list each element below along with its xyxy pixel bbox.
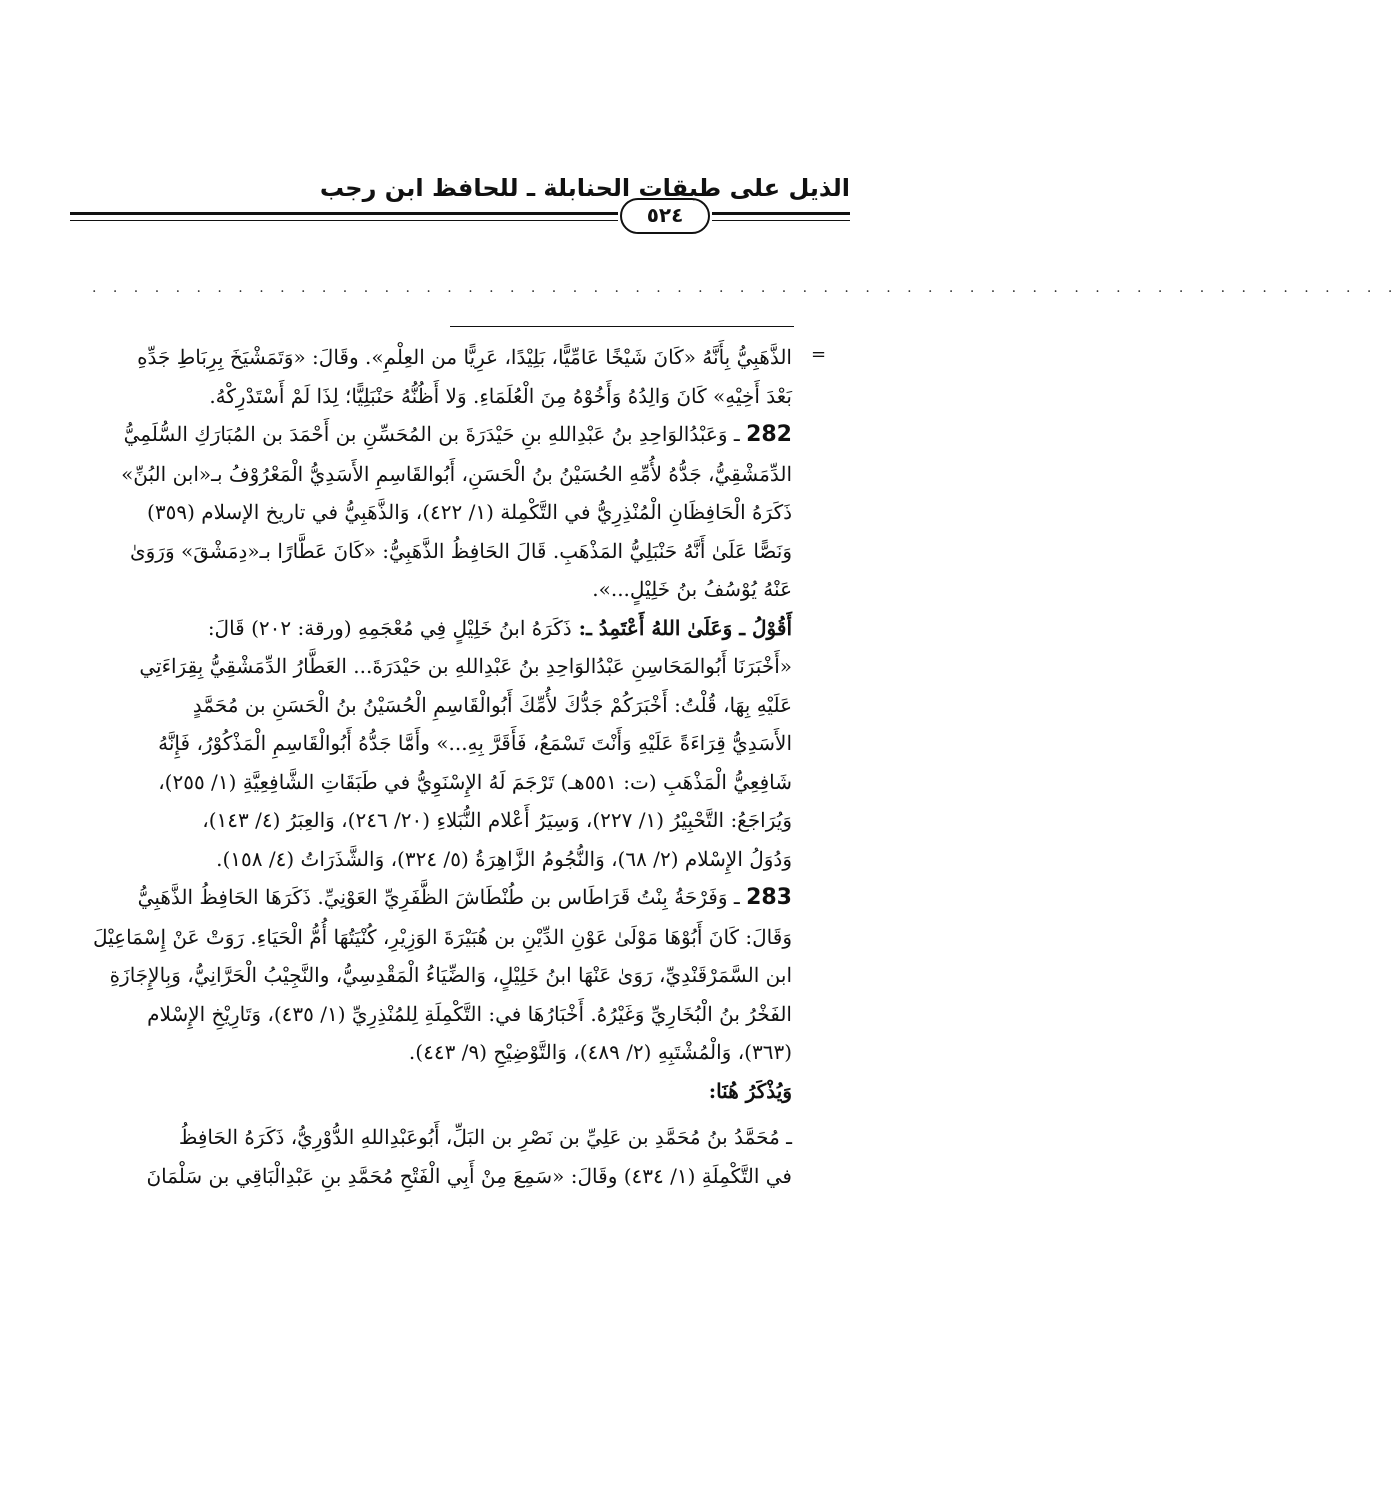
- text-line: (٣٦٣)، وَالْمُشْتَبِهِ (٢/ ٤٨٩)، وَالتَّوْضِيْحِ (٩/ ٤٤٣).: [408, 1040, 792, 1064]
- section-heading: وَيُذْكَرُ هُنَا:: [708, 1078, 792, 1103]
- text-line: وَدُوَلُ الإِسْلام (٢/ ٦٨)، وَالنُّجُومُ الزَّاهِرَةُ (٥/ ٣٢٤)، وَالشَّذَرَاتُ (٤/ ١٥٨).: [216, 846, 792, 871]
- continuation-marker: =: [811, 344, 827, 365]
- page-header: [70, 174, 850, 234]
- text-line: الفَخْرُ بنُ الْبُخَارِيِّ وَغَيْرُهُ. أَخْبَارُهَا في: التَّكْمِلَةِ لِلمُنْذِرِيِّ (١/ ٤٣٥)، وَتَارِيْخِ الإِسْلام: [147, 1001, 792, 1026]
- entry-number: 283: [746, 885, 792, 910]
- text-line: وَقَالَ: كَانَ أَبُوْهَا مَوْلَىٰ عَوْنِ الدِّيْنِ بن هُبَيْرَةَ الوَزِيْرِ، كُنْيَتُهَا أُمُّ الْحَيَاءِ. رَوَتْ عَنْ إِسْمَاعِيْلَ: [92, 924, 792, 949]
- text-line: في التَّكْمِلَةِ (١/ ٤٣٤) وقَالَ: «سَمِعَ مِنْ أَبِي الْفَتْحِ مُحَمَّدِ بنِ عَبْدِالْبَاقِي بن سَلْمَانَ: [146, 1163, 792, 1188]
- entry-number: 282: [746, 422, 792, 447]
- text-line: عَنْهُ يُوْسُفُ بنُ خَلِيْلٍ...».: [592, 577, 792, 601]
- text-line: 282 ـ وَعَبْدُالوَاحِدِ بنُ عَبْدِاللهِ بنِ حَيْدَرَةَ بن المُحَسِّنِ بن أَحْمَدَ بن المُبَارَكِ السُّلَمِيُّ: [123, 422, 792, 447]
- text-line: بَعْدَ أَخِيْهِ» كَانَ وَالِدُهُ وَأَخُوْهُ مِنَ الْعُلَمَاءِ. وَلا أَظُنُّهُ حَنْبَلِيًّا؛ لِذَا لَمْ أَسْتَدْرِكْهُ.: [209, 383, 792, 408]
- text-line: «أَخْبَرَنَا أَبُوالمَحَاسِنِ عَبْدُالوَاحِدِ بنُ عَبْدِاللهِ بن حَيْدَرَةَ... العَطَّارُ الدِّمَشْقِيُّ بِقِرَاءَتِي: [139, 654, 792, 678]
- text-line: 283 ـ وَفَرْحَةُ بِنْتُ قَرَاطَاس بن طُنْطَاشَ الظَّفَرِيِّ العَوْنِيِّ. ذَكَرَهَا الحَافِظُ الذَّهَبِيُّ: [137, 885, 792, 910]
- text-line: الدِّمَشْقِيُّ، جَدُّهُ لأُمِّهِ الحُسَيْنُ بنُ الْحَسَنِ، أَبُوالقَاسِمِ الأَسَدِيُّ الْمَعْرُوْفُ بـ«ابن البُنِّ»: [121, 461, 792, 486]
- dotted-separator: . . . . . . . . . . . . . . . . . . . . . . . . . . . . . . . . . . . . . . . . . . . . . . . . . . . . . . . . . . . . . . .: [92, 280, 1398, 296]
- text-line: ـ مُحَمَّدُ بنُ مُحَمَّدِ بن عَلِيِّ بن نَصْرِ بن البَلِّ، أَبُوعَبْدِاللهِ الدُّوْرِيُّ، ذَكَرَهُ الحَافِظُ: [178, 1125, 792, 1149]
- page-number: ٥٢٤: [620, 198, 710, 234]
- text-line: ذَكَرَهُ الْحَافِظَانِ الْمُنْذِرِيُّ في التَّكْمِلة (١/ ٤٢٢)، وَالذَّهَبِيُّ في تاريخ الإسلام (٣٥٩): [147, 500, 792, 524]
- text-line: وَنَصًّا عَلَىٰ أَنَّهُ حَنْبَلِيُّ المَذْهَبِ. قَالَ الحَافِظُ الذَّهَبِيُّ: «كَانَ عَطَّارًا بـ«دِمَشْقَ» وَرَوَىٰ: [129, 538, 792, 563]
- footnote-rule: [450, 326, 794, 327]
- header-rule: [70, 212, 618, 215]
- text-line: وَيُرَاجَعُ: التَّحْبِيْرُ (١/ ٢٢٧)، وَسِيَرُ أَعْلام النُّبَلاءِ (٢٠/ ٢٤٦)، وَالعِبَرُ (٤/ ١٤٣)،: [202, 808, 792, 832]
- text-line: الذَّهَبِيُّ بِأَنَّهُ «كَانَ شَيْخًا عَامِّيًّا، بَلِيْدًا، عَرِيًّا من العِلْمِ». وقَالَ: «وَتَمَشْيَخَ بِرِبَاطِ جَدِّهِ: [137, 345, 792, 369]
- header-rule: [712, 220, 850, 221]
- header-rule: [712, 212, 850, 215]
- text-line: الأَسَدِيُّ قِرَاءَةً عَلَيْهِ وَأَنْتَ تَسْمَعُ، فَأَقَرَّ بِهِ...» وأَمَّا جَدُّهُ أَبُوالْقَاسِمِ الْمَذْكُوْرُ، فَإِنَّهُ: [158, 731, 792, 755]
- text-line: ابن السَّمَرْقَنْدِيِّ، رَوَىٰ عَنْهَا ابنُ خَلِيْلٍ، وَالضِّيَاءُ الْمَقْدِسِيُّ، والنَّجِيْبُ الْحَرَّانِيُّ، وَبِالإِجَازَةِ: [109, 963, 792, 987]
- main-text: [72, 338, 792, 1195]
- author-note-lead: أَقُوْلُ ـ وَعَلَىٰ اللهُ أَعْتَمِدُ ـ:: [571, 615, 792, 640]
- text-line: عَلَيْهِ بِهَا، قُلْتُ: أَخْبَرَكُمْ جَدُّكَ لأُمِّكَ أَبُوالْقَاسِمِ الْحُسَيْنُ بنُ الْحَسَنِ بن مُحَمَّدٍ: [192, 692, 792, 717]
- running-title: الذيل على طبقات الحنابلة ـ للحافظ ابن رجب: [319, 174, 850, 202]
- text-line: شَافِعِيُّ الْمَذْهَبِ (ت: ٥٥١هـ) تَرْجَمَ لَهُ الإِسْنَوِيُّ في طَبَقَاتِ الشَّافِعِيَّةِ (١/ ٢٥٥)،: [158, 769, 792, 794]
- header-rule: [70, 220, 618, 221]
- text-line: أَقُوْلُ ـ وَعَلَىٰ اللهُ أَعْتَمِدُ ـ: ذَكَرَهُ ابنُ خَلِيْلٍ فِي مُعْجَمِهِ (ورقة: ٢٠٢) قَالَ:: [207, 615, 792, 640]
